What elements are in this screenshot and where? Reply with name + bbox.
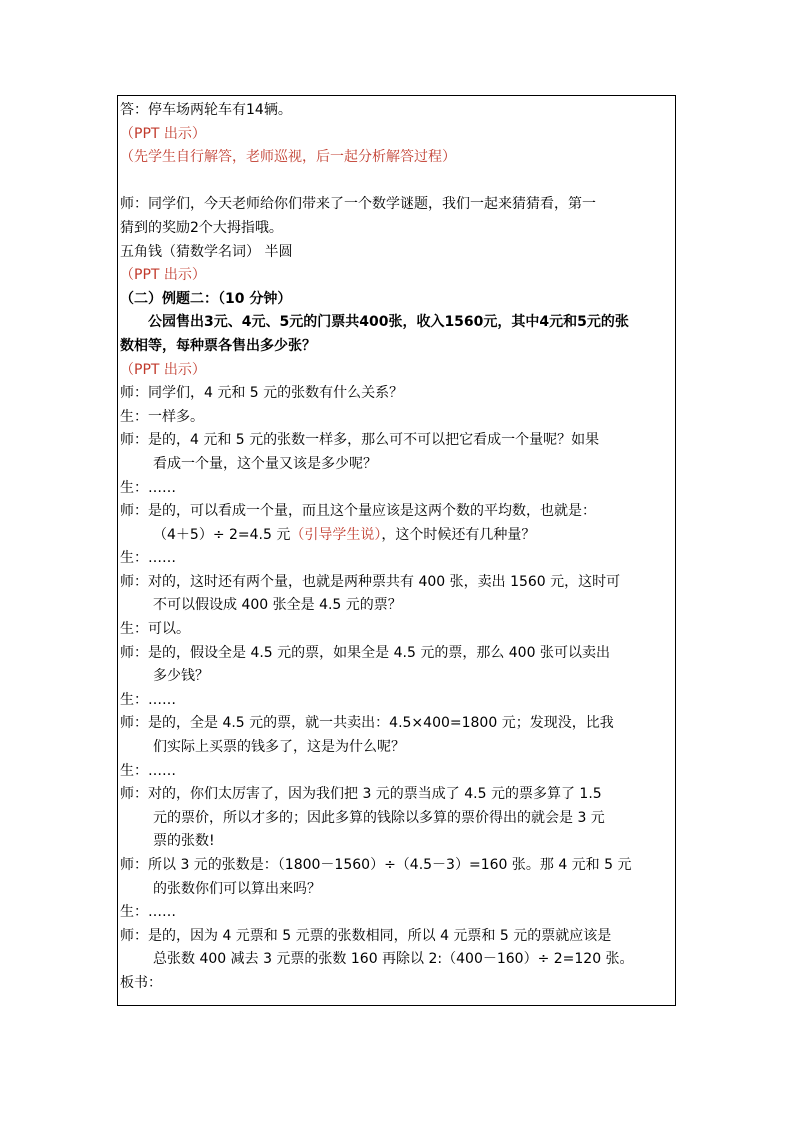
teacher-line: 师：对的，这时还有两个量，也就是两种票共有 400 张，卖出 1560 元，这时可 (120, 573, 621, 590)
teaching-note: （先学生自行解答，老师巡视，后一起分析解答过程） (120, 149, 456, 166)
student-line: 生：…… (120, 762, 176, 779)
student-line: 生：…… (120, 691, 176, 708)
teacher-line-cont: 猜到的奖励2个大拇指哦。 (120, 219, 283, 236)
teacher-line-cont: 票的张数! (153, 833, 215, 850)
formula-text: （4＋5）÷ 2=4.5 元 (153, 526, 291, 543)
ppt-note: （PPT 出示） (120, 361, 206, 378)
student-line: 生：…… (120, 550, 176, 567)
board-label: 板书： (120, 974, 162, 991)
teacher-line: 师：所以 3 元的张数是：（1800－1560）÷（4.5－3）=160 张。那 4 元和 5 元 (120, 857, 632, 873)
teacher-line-cont: 们实际上买票的钱多了，这是为什么呢？ (153, 739, 405, 756)
teacher-line-cont: 元的票价，所以才多的；因此多算的钱除以多算的票价得出的就会是 3 元 (153, 809, 605, 826)
problem-statement: 公园售出3元、4元、5元的门票共400张，收入1560元，其中4元和5元的张 (148, 314, 629, 331)
teacher-line: 师：是的，可以看成一个量，而且这个量应该是这两个数的平均数，也就是： (120, 503, 596, 520)
riddle-line: 五角钱（猜数学名词） 半圆 (120, 243, 293, 260)
guide-note: （引导学生说） (290, 526, 382, 543)
problem-statement-cont: 数相等，每种票各售出多少张？ (120, 337, 316, 354)
ppt-note: （PPT 出示） (120, 267, 206, 284)
teacher-line-cont: 看成一个量，这个量又该是多少呢？ (153, 455, 377, 472)
teacher-line: 师：对的，你们太厉害了，因为我们把 3 元的票当成了 4.5 元的票多算了 1.5 (120, 786, 602, 803)
teacher-line-cont: 多少钱？ (153, 668, 209, 685)
section-heading: （二）例题二：（10 分钟） (120, 290, 292, 307)
blank-line (120, 170, 672, 194)
student-line: 生：…… (120, 479, 176, 496)
student-line: 生：一样多。 (120, 408, 204, 425)
teacher-line: 师：同学们，今天老师给你们带来了一个数学谜题，我们一起来猜猜看，第一 (120, 196, 596, 213)
teacher-line-cont: 总张数 400 减去 3 元票的张数 160 再除以 2:（400－160）÷ 2=120 张。 (153, 951, 634, 968)
teacher-line: 师：是的，全是 4.5 元的票，就一共卖出：4.5×400=1800 元；发现没，比我 (120, 715, 614, 732)
ppt-note: （PPT 出示） (120, 125, 206, 142)
teacher-line-cont (120, 524, 672, 548)
teacher-line-cont: 的张数你们可以算出来吗？ (153, 880, 321, 897)
teacher-line-cont: 不可以假设成 400 张全是 4.5 元的票？ (153, 597, 402, 614)
lesson-content (120, 99, 672, 996)
student-line: 生：可以。 (120, 621, 190, 638)
teacher-line: 师：是的，假设全是 4.5 元的票，如果全是 4.5 元的票，那么 400 张可以卖出 (120, 644, 610, 661)
student-line: 生：…… (120, 904, 176, 921)
teacher-line: 师：同学们，4 元和 5 元的张数有什么关系？ (120, 385, 404, 402)
question-text: ，这个时候还有几种量？ (381, 526, 536, 543)
teacher-line: 师：是的，因为 4 元票和 5 元票的张数相同，所以 4 元票和 5 元的票就应该是 (120, 927, 612, 944)
answer-line: 答：停车场两轮车有14辆。 (120, 102, 292, 118)
teacher-line: 师：是的，4 元和 5 元的张数一样多，那么可不可以把它看成一个量呢？如果 (120, 432, 600, 449)
